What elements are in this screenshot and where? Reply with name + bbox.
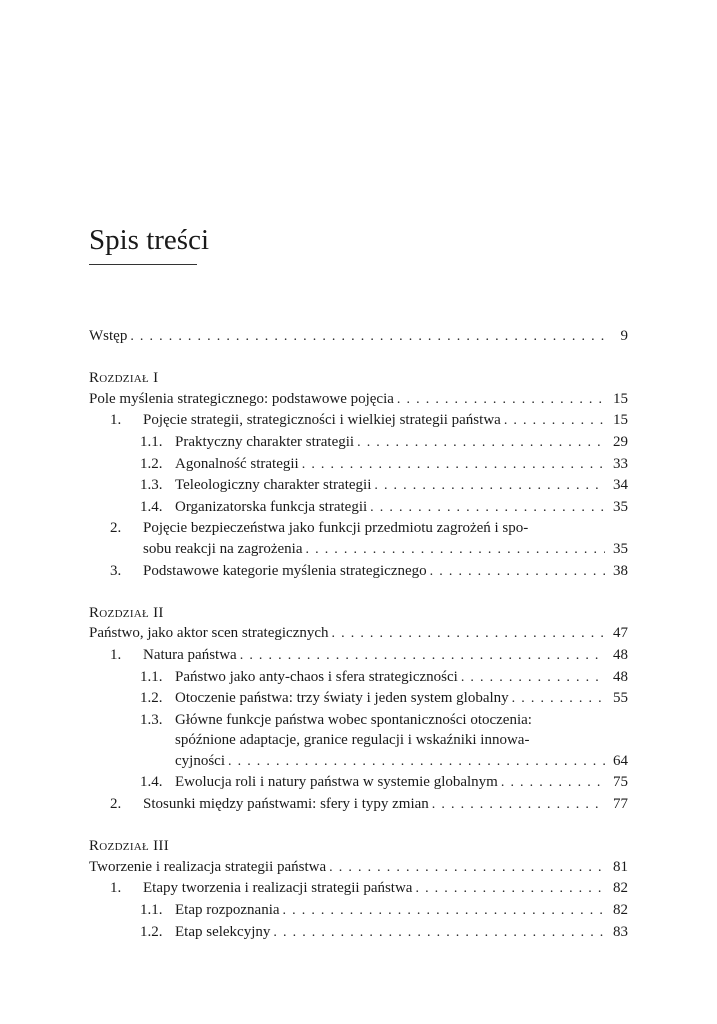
toc-entry-text: Pojęcie bezpieczeństwa jako funkcji przedmiotu zagrożeń i spo-	[143, 520, 529, 537]
toc-entry-text: sobu reakcji na zagrożenia	[143, 540, 303, 557]
toc-subsection	[89, 497, 628, 519]
toc-entry-text: Podstawowe kategorie myślenia strategicznego	[143, 562, 427, 579]
dot-leader	[240, 646, 605, 667]
dot-leader	[501, 773, 605, 794]
toc-section	[89, 794, 628, 816]
page-number: 9	[620, 328, 628, 344]
page-number: 82	[613, 880, 628, 897]
page-number: 48	[613, 668, 628, 685]
toc-section	[89, 645, 628, 667]
toc-entry-text: Ewolucja roli i natury państwa w systemie globalnym	[175, 774, 498, 791]
section-number: 1.1.	[140, 902, 163, 919]
toc-section	[89, 410, 628, 432]
toc-section	[89, 561, 628, 583]
section-number: 2.	[110, 796, 122, 813]
page-number: 35	[613, 498, 628, 515]
toc-entry-text: Wstęp	[89, 328, 128, 344]
dot-leader	[329, 858, 605, 879]
toc-entry-text: Państwo jako anty-chaos i sfera strategiczności	[175, 668, 458, 685]
toc-subsection	[89, 454, 628, 476]
section-number: 1.3.	[140, 711, 163, 728]
dot-leader	[430, 562, 605, 583]
toc-subsection	[89, 688, 628, 710]
chapter-heading	[89, 857, 628, 879]
toc-entry-text: Państwo, jako aktor scen strategicznych	[89, 625, 329, 642]
dot-leader	[332, 624, 605, 645]
section-number: 1.1.	[140, 433, 163, 450]
toc-entry-text: Stosunki między państwami: sfery i typy zmian	[143, 796, 429, 813]
toc-entry-text: Teleologiczny charakter strategii	[175, 477, 372, 494]
page-number: 29	[613, 433, 628, 450]
dot-leader	[512, 689, 605, 710]
toc-entry-text: Agonalność strategii	[175, 455, 299, 472]
page-number: 81	[613, 858, 628, 875]
dot-leader	[504, 411, 605, 432]
page-number: 77	[613, 796, 628, 813]
dot-leader	[130, 327, 605, 348]
toc-section-multiline	[89, 518, 628, 539]
section-number: 1.2.	[140, 455, 163, 472]
page-number: 34	[613, 477, 628, 494]
toc-entry-text: Pojęcie strategii, strategiczności i wielkiej strategii państwa	[143, 412, 501, 429]
toc-entry-text: Etap selekcyjny	[175, 923, 271, 940]
toc-entry-text: cyjności	[175, 752, 225, 769]
section-number: 1.2.	[140, 923, 163, 940]
toc-entry-text: Organizatorska funkcja strategii	[175, 498, 368, 515]
page-number: 15	[613, 390, 628, 407]
toc-subsection	[89, 922, 628, 944]
chapter-label: Rozdział I	[89, 370, 159, 387]
section-number: 1.2.	[140, 690, 163, 707]
page-number: 64	[613, 752, 628, 769]
toc-entry-text: Etap rozpoznania	[175, 902, 280, 919]
title-underline	[89, 264, 197, 265]
toc-section	[89, 878, 628, 900]
toc-subsection-multiline	[89, 710, 628, 731]
toc-entry-continuation	[89, 539, 628, 561]
toc-entry-text: Etapy tworzenia i realizacji strategii państwa	[143, 880, 413, 897]
toc-entry-text: Natura państwa	[143, 646, 237, 663]
dot-leader	[357, 433, 605, 454]
dot-leader	[461, 668, 605, 689]
page-number: 47	[613, 625, 628, 642]
section-number: 2.	[110, 520, 122, 537]
chapter-label: Rozdział II	[89, 604, 164, 621]
page-number: 15	[613, 412, 628, 429]
page-number: 33	[613, 455, 628, 472]
section-number: 1.3.	[140, 477, 163, 494]
dot-leader	[283, 901, 605, 922]
section-number: 1.	[110, 646, 122, 663]
toc-entry-text: Główne funkcje państwa wobec spontaniczności otoczenia:	[175, 711, 532, 728]
dot-leader	[432, 795, 605, 816]
dot-leader	[415, 879, 605, 900]
table-of-contents	[89, 326, 628, 943]
toc-subsection	[89, 900, 628, 922]
toc-entry-continuation	[89, 751, 628, 773]
toc-subsection	[89, 475, 628, 497]
page-title: Spis treści	[89, 224, 210, 256]
dot-leader	[370, 498, 605, 519]
dot-leader	[306, 540, 606, 561]
page-number: 55	[613, 690, 628, 707]
toc-entry-text: Tworzenie i realizacja strategii państwa	[89, 858, 327, 875]
toc-entry-text: Praktyczny charakter strategii	[175, 433, 355, 450]
section-number: 1.4.	[140, 774, 163, 791]
dot-leader	[273, 923, 605, 944]
chapter-label: Rozdział III	[89, 838, 169, 855]
page-number: 35	[613, 540, 628, 557]
toc-entry-text: Pole myślenia strategicznego: podstawowe pojęcia	[89, 390, 394, 407]
toc-subsection	[89, 772, 628, 794]
page-number: 75	[613, 774, 628, 791]
toc-entry-text: Otoczenie państwa: trzy światy i jeden system globalny	[175, 690, 509, 707]
section-number: 1.1.	[140, 668, 163, 685]
toc-subsection	[89, 667, 628, 689]
page-number: 38	[613, 562, 628, 579]
section-number: 1.	[110, 880, 122, 897]
chapter-heading	[89, 623, 628, 645]
toc-entry-continuation: spóźnione adaptacje, granice regulacji i wskaźniki innowa-	[175, 732, 530, 749]
page-number: 83	[613, 923, 628, 940]
toc-entry-intro	[89, 326, 628, 348]
section-number: 3.	[110, 562, 122, 579]
section-number: 1.	[110, 412, 122, 429]
chapter-heading	[89, 389, 628, 411]
section-number: 1.4.	[140, 498, 163, 515]
toc-subsection	[89, 432, 628, 454]
dot-leader	[228, 752, 605, 773]
dot-leader	[397, 390, 605, 411]
dot-leader	[374, 476, 605, 497]
page-number: 48	[613, 646, 628, 663]
page-number: 82	[613, 902, 628, 919]
dot-leader	[302, 455, 605, 476]
